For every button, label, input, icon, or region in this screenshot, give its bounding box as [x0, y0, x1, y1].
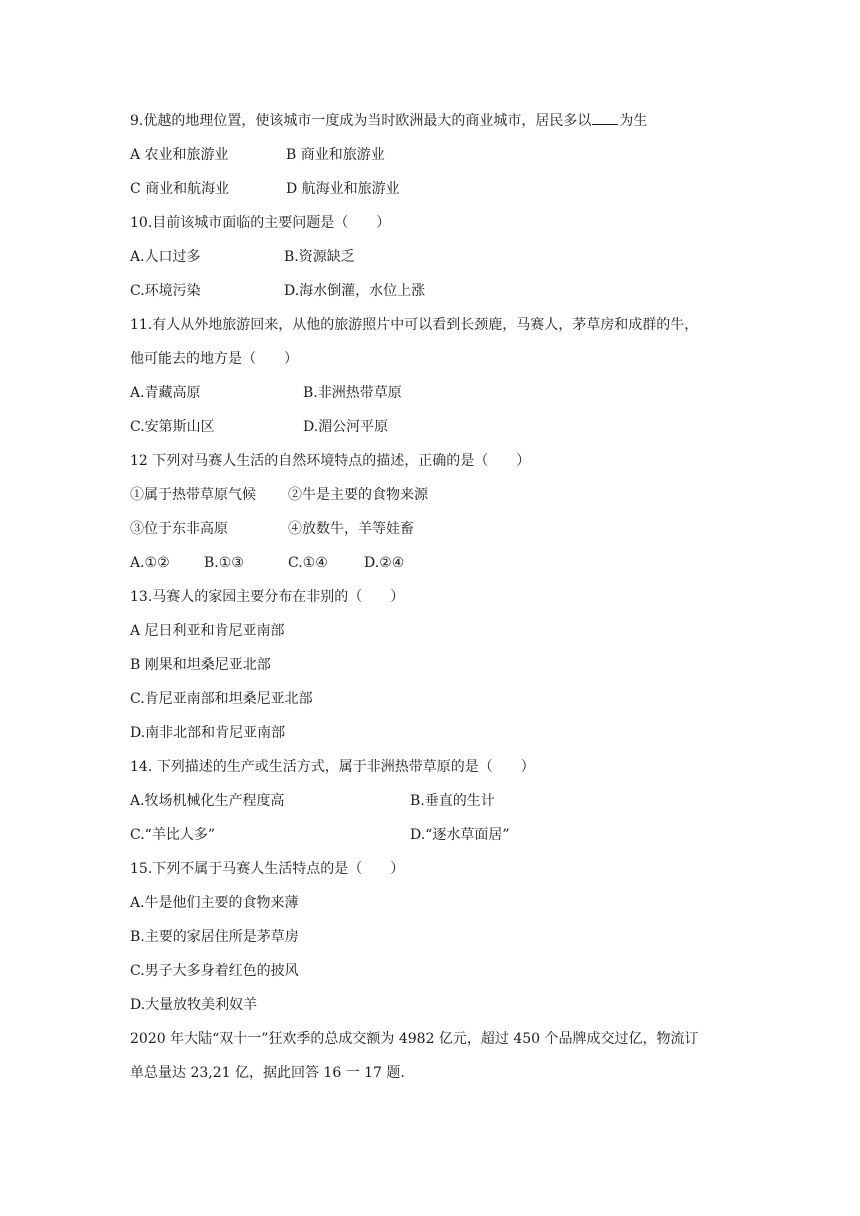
q9-option-a: A 农业和旅游业: [130, 147, 229, 163]
q9-options-row1: [130, 138, 740, 172]
q12-statements-row2: [130, 512, 740, 546]
intro-line2: 单总量达 23,21 亿，据此回答 16 一 17 题.: [130, 1065, 405, 1081]
q9-option-d: D 航海业和旅游业: [286, 181, 400, 197]
q11-option-a: A.青藏高原: [130, 385, 201, 401]
q10-option-c: C.环境污染: [130, 283, 201, 299]
q15-option-c: C.男子大多身着红色的披风: [130, 963, 299, 979]
q12-statement-3: ③位于东非高原: [130, 521, 228, 537]
q9-option-c: C 商业和航海业: [130, 181, 230, 197]
q9-options-row2: [130, 172, 740, 206]
q12-statement-2: ②牛是主要的食物来源: [288, 487, 428, 503]
q9-stem: [130, 104, 740, 138]
q13-stem: 13.马赛人的家园主要分布在非别的（ ）: [130, 589, 405, 605]
q9-stem-after: 为生: [619, 113, 648, 129]
q12-option-c: C.①④: [288, 555, 328, 571]
intro-line1: 2020 年大陆“双十一”狂欢季的总成交额为 4982 亿元，超过 450 个品牌成交过亿，物流订: [130, 1031, 699, 1047]
q12-statement-1: ①属于热带草原气候: [130, 487, 256, 503]
q14-option-a: A.牧场机械化生产程度高: [130, 793, 285, 809]
q14-options-row2: [130, 818, 740, 852]
q14-option-b: B.垂直的生计: [410, 793, 495, 809]
q11-option-d: D.湄公河平原: [303, 419, 389, 435]
q12-statement-4: ④放数牛，羊等娃畜: [288, 521, 414, 537]
q11-stem-line1: 11.有人从外地旅游回来，从他的旅游照片中可以看到长颈鹿，马赛人，茅草房和成群的牛，: [130, 317, 699, 333]
q14-options-row1: [130, 784, 740, 818]
q10-option-b: B.资源缺乏: [284, 249, 355, 265]
q15-option-a: A.牛是他们主要的食物来薄: [130, 895, 299, 911]
q10-stem: 10.目前该城市面临的主要问题是（ ）: [130, 215, 391, 231]
q12-statements-row1: [130, 478, 740, 512]
q14-stem: 14. 下列描述的生产或生活方式，属于非洲热带草原的是（ ）: [130, 759, 535, 775]
q9-option-b: B 商业和旅游业: [286, 147, 385, 163]
q10-option-d: D.海水倒灌，水位上涨: [284, 283, 426, 299]
q10-options-row1: [130, 240, 740, 274]
q11-options-row1: [130, 376, 740, 410]
q13-option-a: A 尼日利亚和肯尼亚南部: [130, 623, 285, 639]
q14-option-c: C.“羊比人多”: [130, 827, 215, 843]
q12-stem: 12 下列对马赛人生活的自然环境特点的描述，正确的是（ ）: [130, 453, 531, 469]
q12-option-b: B.①③: [204, 555, 244, 571]
q9-blank: [592, 110, 618, 125]
q11-option-c: C.安第斯山区: [130, 419, 215, 435]
q11-options-row2: [130, 410, 740, 444]
q13-option-d: D.南非北部和肯尼亚南部: [130, 725, 286, 741]
q15-option-b: B.主要的家居住所是茅草房: [130, 929, 299, 945]
q15-stem: 15.下列不属于马赛人生活特点的是（ ）: [130, 861, 405, 877]
q11-stem-line2: 他可能去的地方是（ ）: [130, 351, 298, 367]
q12-options: [130, 546, 740, 580]
q10-options-row2: [130, 274, 740, 308]
q13-option-c: C.肯尼亚南部和坦桑尼亚北部: [130, 691, 313, 707]
q11-option-b: B.非洲热带草原: [303, 385, 402, 401]
document-page: [130, 104, 740, 1090]
q10-option-a: A.人口过多: [130, 249, 201, 265]
q15-option-d: D.大量放牧美利奴羊: [130, 997, 258, 1013]
q12-option-d: D.②④: [364, 555, 405, 571]
q12-option-a: A.①②: [130, 555, 170, 571]
q9-stem-before: 9.优越的地理位置，使该城市一度成为当时欧洲最大的商业城市，居民多以: [130, 113, 592, 129]
q14-option-d: D.“逐水草面居”: [410, 827, 510, 843]
q13-option-b: B 刚果和坦桑尼亚北部: [130, 657, 271, 673]
